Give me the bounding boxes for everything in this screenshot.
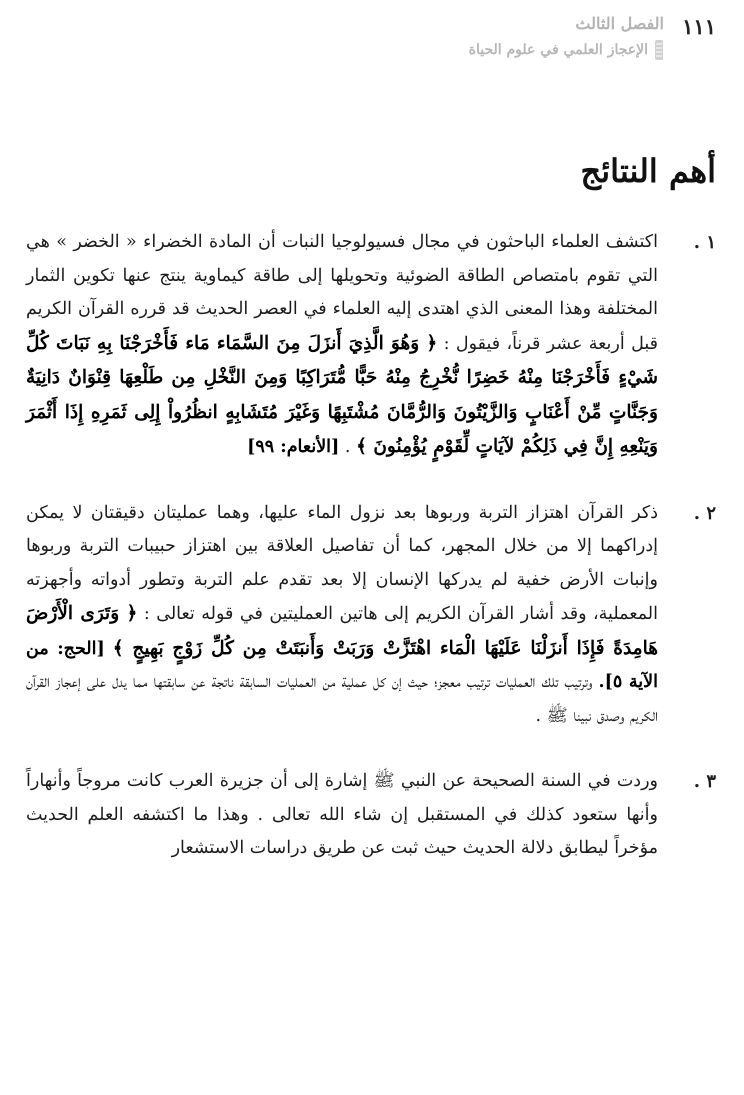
item-text: ذكر القرآن اهتزاز التربة وربوها بعد نزول الماء عليها، وهما عمليتان دقيقتان لا يمكن إدراكهما إلا من خلال المجهر، كما أن تفاصيل العلاقة بين اهتزاز حبيبات التربة وربوها وإنبات الأرض خفية لم يدركها الإنسان إلا بعد تقدم علم التربة وتطور أدواته وأجهزته المعملية، وقد أشار القرآن الكريم إلى هاتين العمليتين في قوله تعالى : <box>26 502 659 624</box>
main-title: أهم النتائج <box>580 152 716 190</box>
results-list <box>26 226 716 866</box>
item-number: ١ . <box>693 232 716 253</box>
item-text: وردت في السنة الصحيحة عن النبي ﷺ إشارة إلى أن جزيرة العرب كانت مروجاً وأنهاراً وأنها ستعود كذلك في المستقبل إن شاء الله تعالى . وهذا ما اكتشفه العلم الحديث مؤخراً ليطابق دلالة الحديث حيث ثبت عن طريق دراسات الاستشعار <box>26 771 658 858</box>
item-number: ٣ . <box>693 771 716 792</box>
verse-reference: [الحج: من الآية ٥]. <box>26 638 658 692</box>
item-text: اكتشف العلماء الباحثون في مجال فسيولوجيا النبات أن المادة الخضراء « الخضر » هي التي تقوم بامتصاص الطاقة الضوئية وتحويلها إلى طاقة كيماوية ينتج عنها تكوين الثمار المختلفة وهذا المعنى الذي اهتدى إليه العلماء في العصر الحديث قد قرره القرآن الكريم قبل أربعة عشر قرناً، فيقول : <box>26 232 658 354</box>
header-sub-row <box>469 39 664 61</box>
running-header <box>469 13 664 61</box>
result-item-3 <box>26 765 716 866</box>
item-text-end: وترتيب تلك العمليات ترتيب معجز؛ حيث إن كل عملية من العمليات السابقة ناتجة عن سابقتها مما يدل على إعجاز القرآن الكريم وصدق نبينا ﷺ . <box>26 672 658 726</box>
quran-verse: ﴿ وَهُوَ الَّذِيَ أَنزَلَ مِنَ السَّمَاء مَاء فَأَخْرَجْنَا بِهِ نَبَاتَ كُلِّ شَيْءٍ فَأَخْرَجْنَا مِنْهُ خَضِرًا نُّخْرِجُ مِنْهُ حَبًّا مُّتَرَاكِبًا وَمِنَ النَّخْلِ مِن طَلْعِهَا قِنْوَانٌ دَانِيَةٌ وَجَنَّاتٍ مِّنْ أَعْنَابٍ وَالزَّيْتُونَ وَالرُّمَّانَ مُشْتَبِهًا وَغَيْرَ مُتَشَابِهٍ انظُرُواْ إِلِى ثَمَرِهِ إِذَا أَثْمَرَ وَيَنْعِهِ إِنَّ فِي ذَلِكُمْ لآيَاتٍ لِّقَوْمٍ يُؤْمِنُونَ ﴾ <box>26 332 658 457</box>
section-subtitle: الإعجاز العلمي في علوم الحياة <box>468 42 648 58</box>
page-number: ١١١ <box>682 14 716 39</box>
quran-verse: ﴿ وَتَرَى الْأَرْضَ هَامِدَةً فَإِذَا أَنزَلْنَا عَلَيْهَا الْمَاء اهْتَزَّتْ وَرَبَتْ وَأَنبَتَتْ مِن كُلِّ زَوْجٍ بَهِيجٍ ﴾ <box>26 603 658 659</box>
item-number: ٢ . <box>693 502 716 524</box>
result-item-1 <box>26 226 716 465</box>
chapter-title: الفصل الثالث <box>575 14 664 33</box>
ornament-icon <box>654 39 664 61</box>
result-item-2 <box>26 497 716 734</box>
verse-reference: [الأنعام: ٩٩] <box>247 437 340 457</box>
item-text-after: . <box>344 437 351 457</box>
